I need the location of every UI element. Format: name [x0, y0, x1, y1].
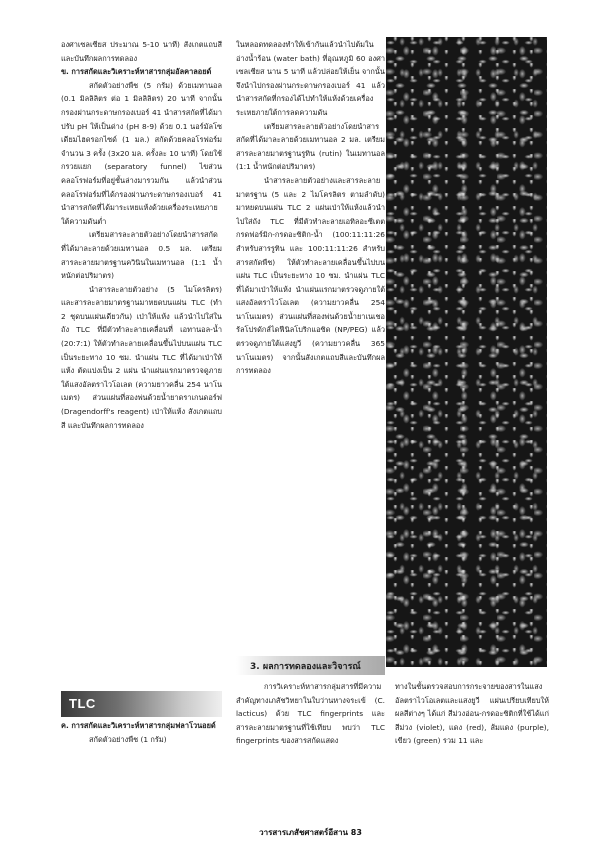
- paragraph: สกัดตัวอย่างพืช (1 กรัม): [89, 734, 167, 744]
- paragraph: เตรียมสารละลายตัวอย่างโดยนำสารสกัดที่ได้มาละลายด้วยเมทานอล 0.5 มล. เตรียมสารละลายมาตรฐานควินินในเมทานอล (1:1 น้ำหนักต่อปริมาตร): [61, 230, 222, 281]
- section-heading-flavonoid: ค. การสกัดและวิเคราะห์หาสารกลุ่มฟลาโวนอยด์: [61, 721, 216, 730]
- tlc-label-banner: [61, 691, 222, 717]
- paragraph: สกัดตัวอย่างพืช (5 กรัม) ด้วยเมทานอล (0.1 มิลลิลิตร ต่อ 1 มิลลิลิตร) 20 นาที จากนั้นกรองผ่านกระดาษกรองเบอร์ 41 นำสารสกัดที่ได้มาปรับ pH ให้เป็นด่าง (pH 8-9) ด้วย 0.1 นอร์มัลโซเดียมไฮดรอกไซด์ (1 มล.) สกัดด้วยคลอโรฟอร์มจำนวน 3 ครั้ง (3x20 มล. ครั้งละ 10 นาที) โดยใช้กรวยแยก (separatory funnel) ไขส่วนคลอโรฟอร์มที่อยู่ชั้นล่างมารวมกัน แล้วนำส่วนคลอโรฟอร์มที่ได้กรองผ่านกระดาษกรองเบอร์ 41 นำสารสกัดที่ได้มาระเหยแห้งด้วยเครื่องระเหยภายใต้ความดันต่ำ: [61, 80, 222, 226]
- plant-photo: [386, 37, 547, 667]
- paragraph: การวิเคราะห์หาสารกลุ่มสารที่มีความสำคัญทางเภสัชวิทยาในใบว่านหางจระเข้ (C. lacticus) ด้วย TLC fingerprints และสารละลายมาตรฐานที่ใช้เทียบ พบว่า TLC fingerprints ของสารสกัดแสดง: [236, 682, 385, 746]
- section-heading-alkaloid: ข. การสกัดและวิเคราะห์หาสารกลุ่มอัลคาลอยด์: [61, 67, 212, 77]
- paragraph: ในหลอดทดลองทำให้เข้ากันแล้วนำไปต้มในอ่างน้ำร้อน (water bath) ที่อุณหภูมิ 60 องศาเซลเซียส นาน 5 นาที แล้วปล่อยให้เย็น จากนั้นจึงนำไปกรองผ่านกระดาษกรองเบอร์ 41 แล้วนำสารสกัดที่กรองได้ไปทำให้แห้งด้วยเครื่องระเหยภายใต้การลดความดัน: [236, 40, 385, 117]
- results-section-title: 3. ผลการทดลองและวิจารณ์: [250, 662, 361, 672]
- paragraph: เตรียมสารละลายตัวอย่างโดยนำสารสกัดที่ได้มาละลายด้วยเมทานอล 2 มล. เตรียมสารละลายมาตรฐานรูทิน (rutin) ในเมทานอล (1:1 น้ำหนักต่อปริมาตร): [236, 121, 385, 172]
- text-column-left-lower: [61, 719, 222, 814]
- results-section-banner: [236, 656, 385, 675]
- paragraph: นำสารละลายตัวอย่างและสารละลายมาตรฐาน (5 และ 2 ไมโครลิตร ตามลำดับ) มาหยดบนแผ่น TLC 2 แผ่นเป่าให้แห้งแล้วนำไปใส่ถัง TLC ที่มีตัวทำละลายเอทิลอะซีเตต กรดฟอร์มิก-กรดอะซิติก-น้ำ (100:11:11:26 สำหรับสารรูทิน และ 100:11:11:26 สำหรับสารสกัดพืช) ให้ตัวทำละลายเคลื่อนขึ้นไปบนแผ่น TLC เป็นระยะทาง 10 ซม. นำแผ่น TLC ที่ได้มาเป่าให้แห้ง นำแผ่นแรกมาตรวจดูภายใต้แสงอัลตราไวโอเลต (ความยาวคลื่น 254 นาโนเมตร) ส่วนแผ่นที่สองพ่นด้วยน้ำยาเนเชอรัลโปรดักส์ไดฟีนิลโบริกแอซิด (NP/PEG) แล้วตรวจดูภายใต้แสงยูวี (ความยาวคลื่น 365 นาโนเมตร) จากนั้นสังเกตแถบสีและบันทึกผลการทดลอง: [236, 175, 385, 376]
- paragraph: นำสารละลายตัวอย่าง (5 ไมโครลิตร) และสารละลายมาตรฐานมาหยดบนแผ่น TLC (ทำ 2 ชุดบนแผ่นเดียวกัน) เป่าให้แห้ง แล้วนำไปใส่ในถัง TLC ที่มีตัวทำละลายเคลื่อนที่ เอทานอล-น้ำ (20:7:1) ให้ตัวทำละลายเคลื่อนขึ้นไปบนแผ่น TLC เป็นระยะทาง 10 ซม. นำแผ่น TLC ที่ได้มาเป่าให้แห้ง ตัดแบ่งเป็น 2 แผ่น นำแผ่นแรกมาตรวจดูภายใต้แสงอัลตราไวโอเลต (ความยาวคลื่น 254 นาโนเมตร) ส่วนแผ่นที่สองพ่นด้วยน้ำยาดราเกนดอร์ฟ (Dragendorff's reagent) เป่าให้แห้ง สังเกตแถบสี และบันทึกผลการทดลอง: [61, 284, 222, 430]
- paragraph: ทางในชั้นตรวจสอบการกระจายของสารในแสงอัลตราไวโอเลตและแสงยูวี แผ่นเปรียบเทียบให้ผลสีต่างๆ ได้แก่ สีม่วงอ่อน-กรดอะซิติกที่ใช้ได้แก่ สีม่วง (violet), แดง (red), ส้มแดง (purple), เขียว (green) รวม 11 และ: [395, 682, 549, 746]
- tlc-label: TLC: [69, 696, 96, 711]
- page-footer: วารสารเภสัชศาสตร์อีสาน 83: [259, 828, 362, 837]
- text-column-middle-lower: [236, 680, 385, 792]
- text-column-right-lower: [395, 680, 549, 792]
- paragraph: องศาเซลเซียส ประมาณ 5-10 นาที) สังเกตแถบสี และบันทึกผลการทดลอง: [61, 40, 222, 63]
- text-column-middle: [236, 38, 385, 680]
